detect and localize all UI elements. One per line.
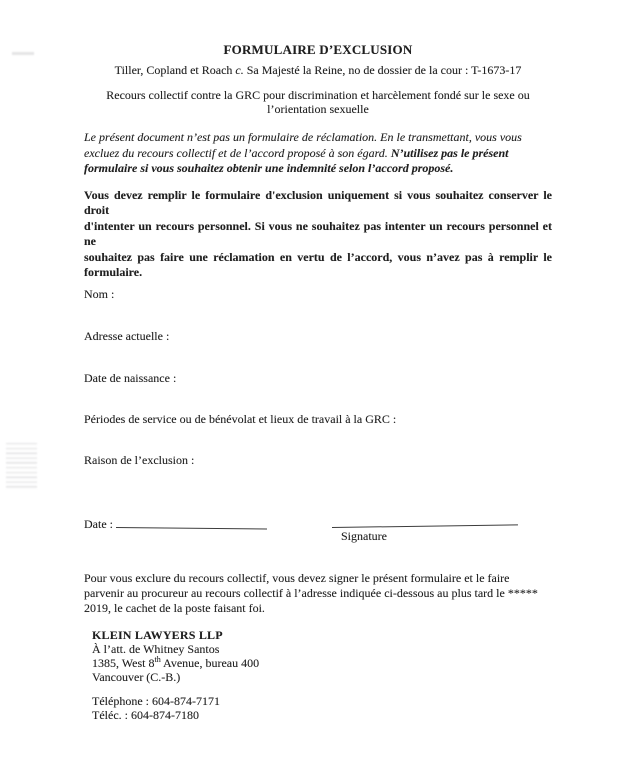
subtitle-line: Recours collectif contre la GRC pour discrimination et harcèlement fondé sur le sexe ou bbox=[106, 88, 530, 102]
date-label: Date : bbox=[84, 516, 113, 531]
mailing-line: Pour vous exclure du recours collectif, vous devez signer le présent formulaire et le faire bbox=[84, 570, 510, 585]
case-parties: Tiller, Copland et Roach bbox=[114, 63, 236, 77]
mailing-line: parvenir au procureur au recours collectif à l’adresse indiquée ci-dessous au plus tard le ***** bbox=[84, 585, 538, 600]
mailing-instructions bbox=[84, 571, 552, 616]
scanner-speck-artifact bbox=[12, 52, 34, 55]
firm-attention: À l’att. de Whitney Santos bbox=[92, 641, 220, 656]
notice-line: formulaire si vous souhaitez obtenir une indemnité selon l’accord proposé. bbox=[84, 161, 454, 175]
case-caption bbox=[84, 63, 552, 77]
date-write-line bbox=[116, 515, 267, 529]
class-action-subtitle bbox=[84, 89, 552, 116]
field-label-address: Adresse actuelle : bbox=[84, 328, 170, 343]
field-label-name: Nom : bbox=[84, 286, 115, 301]
fax-number: Téléc. : 604-874-7180 bbox=[92, 707, 199, 722]
instruction-line: souhaitez pas faire une réclamation en vertu de l’accord, vous n’avez pas à remplir le bbox=[84, 249, 552, 264]
ordinal-superscript: th bbox=[154, 654, 161, 664]
document-title: FORMULAIRE D’EXCLUSION bbox=[223, 42, 413, 57]
firm-street-address: 1385, West 8th Avenue, bureau 400 bbox=[92, 654, 260, 670]
law-firm-address-block bbox=[92, 628, 552, 684]
case-court-number: Sa Majesté la Reine, no de dossier de la cour : T-1673-17 bbox=[243, 63, 522, 77]
instruction-line: Vous devez remplir le formulaire d'exclusion uniquement si vous souhaitez conserver le droit bbox=[84, 187, 552, 217]
date-group bbox=[84, 515, 267, 532]
notice-line: excluez du recours collectif et de l’accord proposé à son égard. N’utilisez pas le présent bbox=[84, 145, 509, 160]
signature-write-line bbox=[332, 510, 518, 528]
instruction-line: d'intenter un recours personnel. Si vous ne souhaitez pas intenter un recours personnel et ne bbox=[84, 218, 552, 248]
notice-paragraph bbox=[84, 130, 552, 177]
firm-name: KLEIN LAWYERS LLP bbox=[92, 627, 223, 642]
instruction-paragraph bbox=[84, 188, 552, 281]
firm-city: Vancouver (C.-B.) bbox=[92, 669, 181, 684]
scanner-smudge-artifact bbox=[6, 443, 37, 489]
field-label-service-periods: Périodes de service ou de bénévolat et lieux de travail à la GRC : bbox=[84, 411, 397, 426]
case-versus: c. bbox=[235, 63, 244, 77]
field-label-birthdate: Date de naissance : bbox=[84, 370, 177, 385]
subtitle-line: l’orientation sexuelle bbox=[267, 101, 369, 116]
instruction-line: formulaire. bbox=[84, 265, 143, 279]
notice-line: Le présent document n’est pas un formulaire de réclamation. En le transmettant, vous vous bbox=[84, 130, 522, 144]
phone-number: Téléphone : 604-874-7171 bbox=[92, 693, 220, 708]
date-signature-row bbox=[84, 515, 552, 545]
signature-label: Signature bbox=[341, 528, 387, 543]
contact-block bbox=[92, 694, 552, 722]
signature-group bbox=[332, 513, 518, 544]
mailing-line: 2019, le cachet de la poste faisant foi. bbox=[84, 600, 265, 615]
field-label-exclusion-reason: Raison de l’exclusion : bbox=[84, 452, 195, 467]
